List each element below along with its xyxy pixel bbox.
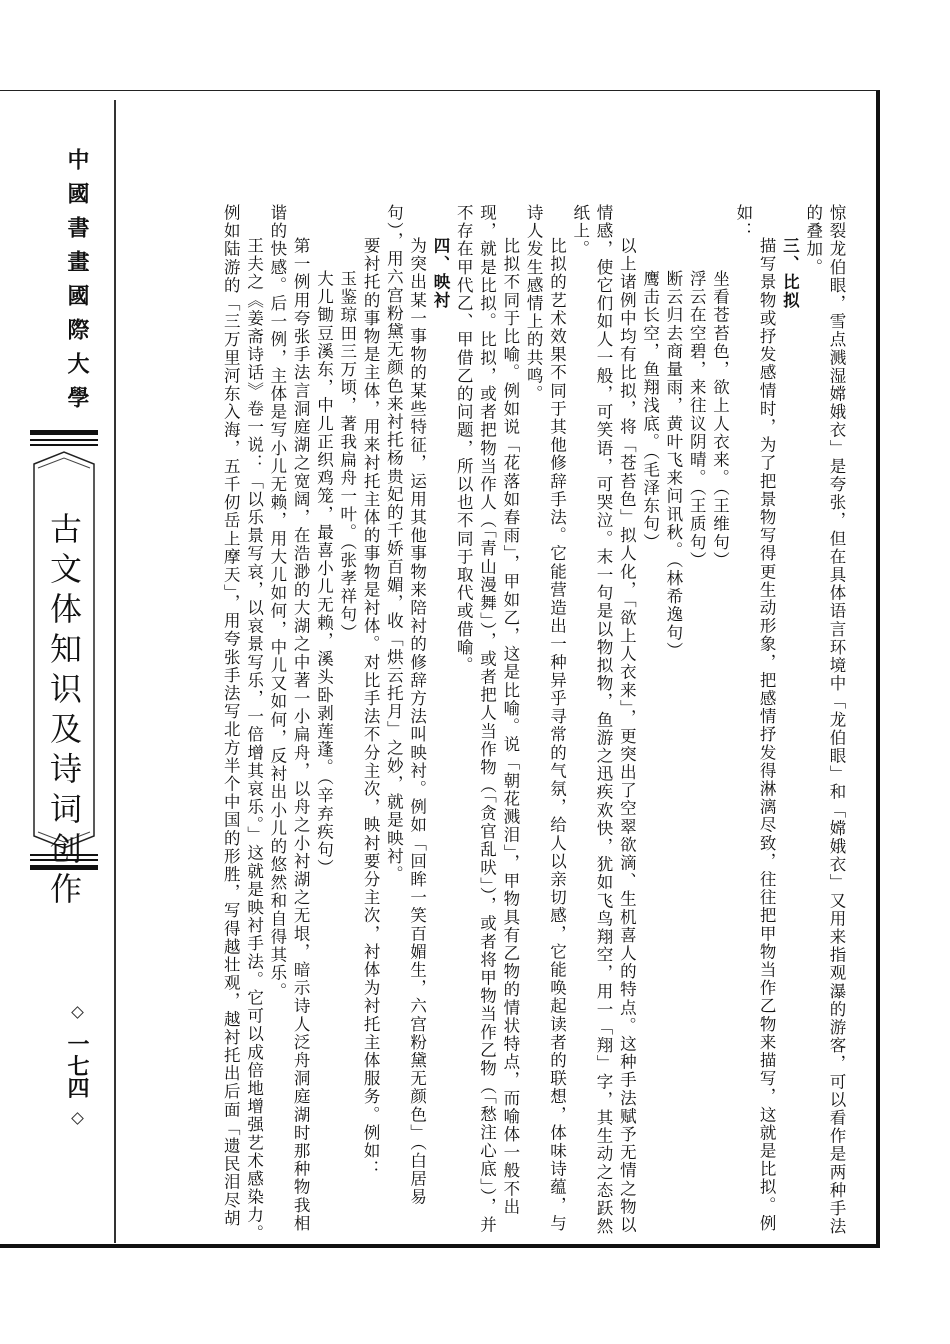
page-number-block (62, 1000, 92, 1131)
paragraph: 描写景物或抒发感情时，为了把景物写得更生动形象，把感情抒发得淋漓尽致，往往把甲物当作乙物来描写，这就是比拟。例如： (733, 204, 777, 1233)
paragraph: 惊裂龙伯眼，雪点溅湿嫦娥衣」是夸张，但在具体语言环境中「龙伯眼」和「嫦娥衣」又用来指观瀑的游客，可以看作是两种手法的叠加。 (803, 204, 846, 1236)
quoted-verse: 坐看苍苔色，欲上人衣来。（王维句） (710, 270, 730, 570)
section-heading: 三、比拟 (780, 237, 800, 310)
quoted-verse: 鹰击长空，鱼翔浅底。（毛泽东句） (640, 270, 660, 552)
diamond-icon (71, 1112, 84, 1125)
paragraph: 第一例用夸张手法言洞庭湖之宽阔，在浩渺的大湖之中著一小扁舟，以舟之小衬湖之无垠，暗示诗人泛舟洞庭湖时那种物我相谐的快感。后一例，主体是写小儿无赖，用大儿如何，中儿又如何，反衬出小儿的悠然和自得其乐。 (267, 204, 311, 1233)
book-title: 古文体知识及诗词创作 (45, 512, 83, 912)
paragraph: 比拟不同于比喻。例如说「花落如春雨」，甲如乙，这是比喻。说「朝花溅泪」，甲物具有乙物的情状特点，而喻体一般不出现，就是比拟。比拟，或者把物当作人（「青山漫舞」），或者把人当作物（「贪官乱吠」），或者将甲物当作乙物（「愁注心底」），并不存在甲代乙、甲借乙的问题，所以也不同于取代或借喻。 (454, 204, 520, 1234)
sidebar-divider (114, 100, 116, 1243)
diamond-icon (71, 1006, 84, 1019)
paragraph: 王夫之《姜斋诗话》卷一说：「以乐景写哀，以哀景写乐，一倍增其哀乐。」这就是映衬手法。它可以成倍地增强艺术感染力。例如陆游的「三万里河东入海，五千仞岳上摩天」，用夸张手法写北方半个中国的形胜，写得越壮观，越衬托出后面「遗民泪尽胡 (221, 204, 264, 1243)
quoted-verse: 玉鉴琼田三万顷，著我扁舟一叶。（张孝祥句） (337, 270, 357, 642)
section-heading: 四、映衬 (430, 237, 450, 310)
page-number: 一七四 (64, 1032, 90, 1099)
quoted-verse: 浮云在空碧，来往议阴晴。（王质句） (687, 270, 707, 570)
quoted-verse: 断云归去商量雨，黄叶飞来问讯秋。（林希逸句） (663, 270, 683, 660)
quoted-verse: 大儿锄豆溪东，中儿正织鸡笼，最喜小儿无赖，溪头卧剥莲蓬。（辛弃疾句） (314, 270, 334, 878)
paragraph: 为突出某一事物的某些特征，运用其他事物来陪衬的修辞方法叫映衬。例如「回眸一笑百媚生，六宫粉黛无颜色」（白居易句），用六宫粉黛无颜色来衬托杨贵妃的千娇百媚，收「烘云托月」之妙，就是映衬。 (384, 204, 427, 1207)
series-title: 中國書畫國際大學 (64, 148, 90, 420)
main-text (148, 204, 848, 1244)
paragraph: 比拟的艺术效果不同于其他修辞手法。它能营造出一种异乎寻常的气氛，给人以亲切感，它能唤起读者的联想，体味诗蕴，与诗人发生感情上的共鸣。 (524, 204, 567, 1233)
paragraph: 要衬托的事物是主体，用来衬托主体的事物是衬体。对比手法不分主次，映衬要分主次，衬体为衬托主体服务。例如： (361, 237, 381, 1179)
paragraph: 以上诸例中均有比拟，将「苍苔色」拟人化，「欲上人衣来」，更突出了空翠欲滴、生机喜人的特点。这种手法赋予无情之物以情感，使它们如人一般，可笑语，可哭泣。末一句是以物拟物，鱼游之迅疾欢快，犹如飞鸟翔空，用一「翔」字，其生动之态跃然纸上。 (570, 204, 637, 1236)
